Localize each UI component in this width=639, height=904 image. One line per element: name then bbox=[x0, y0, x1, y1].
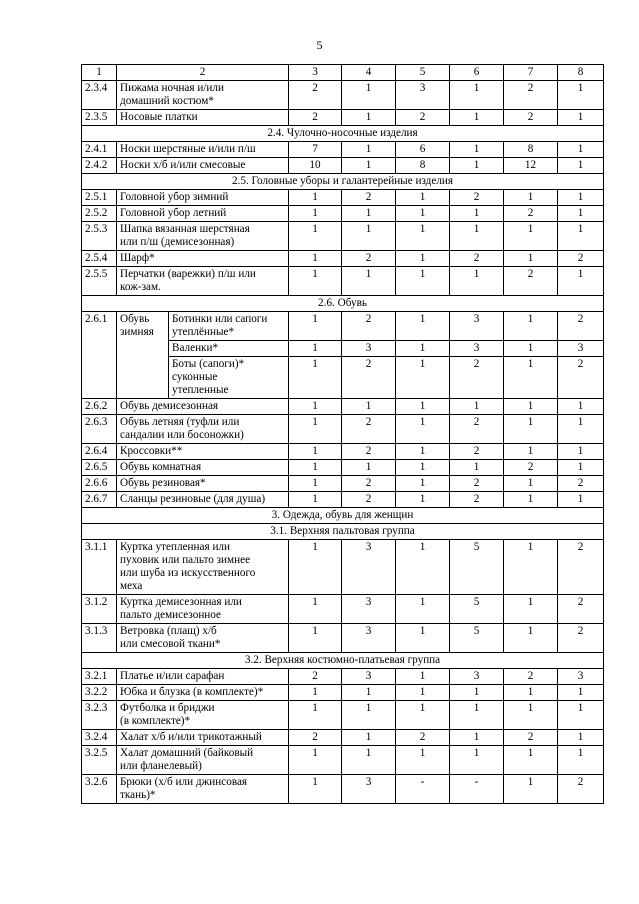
item-number: 3.2.1 bbox=[82, 669, 117, 685]
table-row bbox=[82, 415, 604, 444]
item-number: 2.6.2 bbox=[82, 399, 117, 415]
value-cell: 1 bbox=[396, 685, 450, 701]
value-cell: 1 bbox=[289, 492, 342, 508]
value-cell: - bbox=[450, 775, 504, 804]
value-cell: 1 bbox=[396, 415, 450, 444]
item-name: Ветровка (плащ) х/б или смесовой ткани* bbox=[117, 624, 289, 653]
table-row bbox=[82, 595, 604, 624]
table-row bbox=[82, 267, 604, 296]
item-number: 2.4.1 bbox=[82, 142, 117, 158]
value-cell: 1 bbox=[342, 685, 396, 701]
value-cell: 1 bbox=[342, 701, 396, 730]
value-cell: 1 bbox=[558, 222, 604, 251]
table-row bbox=[82, 685, 604, 701]
value-cell: 2 bbox=[450, 415, 504, 444]
value-cell: 1 bbox=[504, 415, 558, 444]
value-cell: 1 bbox=[450, 206, 504, 222]
value-cell: 2 bbox=[450, 492, 504, 508]
item-number: 2.3.5 bbox=[82, 110, 117, 126]
value-cell: 2 bbox=[342, 251, 396, 267]
value-cell: 2 bbox=[504, 81, 558, 110]
item-number: 3.1.1 bbox=[82, 540, 117, 595]
value-cell: 1 bbox=[396, 267, 450, 296]
value-cell: 3 bbox=[342, 341, 396, 357]
section-heading-row bbox=[82, 524, 604, 540]
value-cell: 2 bbox=[289, 669, 342, 685]
value-cell: 8 bbox=[396, 158, 450, 174]
table-row bbox=[82, 399, 604, 415]
value-cell: 2 bbox=[558, 540, 604, 595]
value-cell: 2 bbox=[289, 110, 342, 126]
value-cell: 1 bbox=[289, 222, 342, 251]
value-cell: 1 bbox=[289, 415, 342, 444]
table-row bbox=[82, 701, 604, 730]
item-number: 2.6.3 bbox=[82, 415, 117, 444]
table-row bbox=[82, 746, 604, 775]
value-cell: 6 bbox=[396, 142, 450, 158]
section-heading-row bbox=[82, 296, 604, 312]
value-cell: 1 bbox=[396, 251, 450, 267]
value-cell: 8 bbox=[504, 142, 558, 158]
value-cell: 1 bbox=[558, 415, 604, 444]
value-cell: 1 bbox=[396, 312, 450, 341]
value-cell: 2 bbox=[342, 476, 396, 492]
item-name: Обувь демисезонная bbox=[117, 399, 289, 415]
value-cell: 2 bbox=[558, 312, 604, 341]
value-cell: 10 bbox=[289, 158, 342, 174]
item-name: Футболка и бриджи (в комплекте)* bbox=[117, 701, 289, 730]
table-row bbox=[82, 444, 604, 460]
value-cell: 1 bbox=[396, 444, 450, 460]
value-cell: 1 bbox=[289, 476, 342, 492]
item-number: 3.1.2 bbox=[82, 595, 117, 624]
value-cell: 1 bbox=[450, 701, 504, 730]
value-cell: 1 bbox=[450, 158, 504, 174]
value-cell: 3 bbox=[450, 669, 504, 685]
value-cell: 1 bbox=[558, 444, 604, 460]
value-cell: 1 bbox=[450, 110, 504, 126]
table-row bbox=[82, 460, 604, 476]
column-number-cell: 5 bbox=[396, 65, 450, 81]
value-cell: 1 bbox=[504, 399, 558, 415]
value-cell: 1 bbox=[396, 492, 450, 508]
value-cell: 5 bbox=[450, 595, 504, 624]
table-row bbox=[82, 142, 604, 158]
value-cell: 1 bbox=[504, 251, 558, 267]
value-cell: 2 bbox=[289, 730, 342, 746]
item-number: 3.1.3 bbox=[82, 624, 117, 653]
item-name: Ботинки или сапоги утеплённые* bbox=[169, 312, 289, 341]
value-cell: 2 bbox=[450, 357, 504, 399]
item-name: Халат х/б и/или трикотажный bbox=[117, 730, 289, 746]
value-cell: 2 bbox=[396, 110, 450, 126]
item-name: Брюки (х/б или джинсовая ткань)* bbox=[117, 775, 289, 804]
value-cell: 1 bbox=[504, 624, 558, 653]
value-cell: 2 bbox=[504, 669, 558, 685]
value-cell: 2 bbox=[504, 460, 558, 476]
item-name: Обувь комнатная bbox=[117, 460, 289, 476]
item-number: 3.2.4 bbox=[82, 730, 117, 746]
value-cell: 2 bbox=[342, 444, 396, 460]
value-cell: 1 bbox=[450, 399, 504, 415]
item-number: 2.6.4 bbox=[82, 444, 117, 460]
value-cell: 1 bbox=[504, 492, 558, 508]
value-cell: 1 bbox=[342, 399, 396, 415]
value-cell: 1 bbox=[504, 444, 558, 460]
value-cell: 1 bbox=[396, 669, 450, 685]
value-cell: 1 bbox=[504, 595, 558, 624]
item-name: Сланцы резиновые (для душа) bbox=[117, 492, 289, 508]
value-cell: 1 bbox=[504, 357, 558, 399]
table-row bbox=[82, 624, 604, 653]
value-cell: 1 bbox=[289, 624, 342, 653]
item-name: Платье и/или сарафан bbox=[117, 669, 289, 685]
value-cell: 1 bbox=[289, 701, 342, 730]
value-cell: 2 bbox=[450, 251, 504, 267]
value-cell: 1 bbox=[558, 206, 604, 222]
value-cell: 1 bbox=[558, 746, 604, 775]
item-number: 2.6.7 bbox=[82, 492, 117, 508]
item-name: Шарф* bbox=[117, 251, 289, 267]
value-cell: 1 bbox=[396, 206, 450, 222]
value-cell: 1 bbox=[289, 399, 342, 415]
value-cell: 2 bbox=[558, 775, 604, 804]
value-cell: 12 bbox=[504, 158, 558, 174]
value-cell: 2 bbox=[504, 267, 558, 296]
value-cell: 3 bbox=[558, 341, 604, 357]
column-number-cell: 3 bbox=[289, 65, 342, 81]
value-cell: 1 bbox=[289, 190, 342, 206]
item-number: 3.2.3 bbox=[82, 701, 117, 730]
value-cell: 1 bbox=[342, 158, 396, 174]
value-cell: 1 bbox=[289, 357, 342, 399]
item-name: Носки шерстяные и/или п/ш bbox=[117, 142, 289, 158]
table-row bbox=[82, 206, 604, 222]
value-cell: 2 bbox=[504, 730, 558, 746]
group-name: Обувь зимняя bbox=[117, 312, 169, 399]
item-name: Перчатки (варежки) п/ш или кож-зам. bbox=[117, 267, 289, 296]
column-number-cell: 8 bbox=[558, 65, 604, 81]
value-cell: 1 bbox=[558, 158, 604, 174]
value-cell: 1 bbox=[450, 222, 504, 251]
value-cell: 1 bbox=[396, 476, 450, 492]
value-cell: 1 bbox=[450, 267, 504, 296]
value-cell: 1 bbox=[289, 341, 342, 357]
value-cell: 1 bbox=[342, 222, 396, 251]
section-heading: 2.4. Чулочно-носочные изделия bbox=[82, 126, 604, 142]
value-cell: 1 bbox=[396, 341, 450, 357]
value-cell: 3 bbox=[342, 624, 396, 653]
value-cell: 1 bbox=[504, 540, 558, 595]
item-number: 2.5.4 bbox=[82, 251, 117, 267]
value-cell: 1 bbox=[558, 701, 604, 730]
item-number: 2.6.1 bbox=[82, 312, 117, 399]
value-cell: 1 bbox=[289, 595, 342, 624]
value-cell: 1 bbox=[558, 492, 604, 508]
value-cell: 1 bbox=[558, 267, 604, 296]
value-cell: 3 bbox=[342, 775, 396, 804]
value-cell: 1 bbox=[450, 81, 504, 110]
value-cell: 1 bbox=[450, 730, 504, 746]
value-cell: 1 bbox=[396, 701, 450, 730]
value-cell: 1 bbox=[289, 540, 342, 595]
value-cell: 3 bbox=[450, 312, 504, 341]
item-name: Головной убор зимний bbox=[117, 190, 289, 206]
value-cell: 1 bbox=[289, 775, 342, 804]
value-cell: 1 bbox=[289, 267, 342, 296]
value-cell: 1 bbox=[342, 730, 396, 746]
section-heading: 3.1. Верхняя пальтовая группа bbox=[82, 524, 604, 540]
value-cell: 1 bbox=[289, 251, 342, 267]
item-name: Пижама ночная и/или домашний костюм* bbox=[117, 81, 289, 110]
value-cell: 2 bbox=[396, 730, 450, 746]
header-row bbox=[82, 65, 604, 81]
value-cell: 1 bbox=[289, 746, 342, 775]
value-cell: 2 bbox=[558, 251, 604, 267]
item-number: 2.6.6 bbox=[82, 476, 117, 492]
section-heading-row bbox=[82, 653, 604, 669]
value-cell: 2 bbox=[504, 206, 558, 222]
value-cell: 3 bbox=[342, 669, 396, 685]
table-row bbox=[82, 81, 604, 110]
value-cell: - bbox=[396, 775, 450, 804]
value-cell: 1 bbox=[504, 701, 558, 730]
value-cell: 1 bbox=[342, 267, 396, 296]
section-heading-row bbox=[82, 174, 604, 190]
value-cell: 2 bbox=[558, 476, 604, 492]
table-row bbox=[82, 222, 604, 251]
norms-table bbox=[81, 64, 604, 804]
value-cell: 1 bbox=[289, 312, 342, 341]
value-cell: 2 bbox=[558, 357, 604, 399]
value-cell: 1 bbox=[504, 190, 558, 206]
item-name: Куртка демисезонная или пальто демисезонное bbox=[117, 595, 289, 624]
value-cell: 5 bbox=[450, 540, 504, 595]
item-name: Халат домашний (байковый или фланелевый) bbox=[117, 746, 289, 775]
item-number: 2.3.4 bbox=[82, 81, 117, 110]
value-cell: 1 bbox=[558, 730, 604, 746]
value-cell: 1 bbox=[342, 460, 396, 476]
value-cell: 1 bbox=[558, 142, 604, 158]
column-number-cell: 2 bbox=[117, 65, 289, 81]
item-name: Кроссовки** bbox=[117, 444, 289, 460]
value-cell: 7 bbox=[289, 142, 342, 158]
value-cell: 1 bbox=[504, 746, 558, 775]
value-cell: 3 bbox=[342, 595, 396, 624]
section-heading: 3. Одежда, обувь для женщин bbox=[82, 508, 604, 524]
table-row bbox=[82, 251, 604, 267]
value-cell: 1 bbox=[450, 685, 504, 701]
item-name: Обувь летняя (туфли или сандалии или босоножки) bbox=[117, 415, 289, 444]
item-name: Шапка вязанная шерстяная или п/ш (демисезонная) bbox=[117, 222, 289, 251]
table-row bbox=[82, 312, 604, 341]
table-row bbox=[82, 492, 604, 508]
item-number: 2.5.2 bbox=[82, 206, 117, 222]
item-name: Головной убор летний bbox=[117, 206, 289, 222]
value-cell: 2 bbox=[504, 110, 558, 126]
item-name: Обувь резиновая* bbox=[117, 476, 289, 492]
value-cell: 1 bbox=[342, 142, 396, 158]
section-heading-row bbox=[82, 126, 604, 142]
value-cell: 1 bbox=[558, 460, 604, 476]
value-cell: 1 bbox=[396, 460, 450, 476]
item-name: Куртка утепленная или пуховик или пальто зимнее или шуба из искусственного меха bbox=[117, 540, 289, 595]
value-cell: 1 bbox=[289, 460, 342, 476]
item-name: Носовые платки bbox=[117, 110, 289, 126]
value-cell: 1 bbox=[342, 110, 396, 126]
value-cell: 2 bbox=[450, 444, 504, 460]
value-cell: 1 bbox=[504, 312, 558, 341]
table-row bbox=[82, 669, 604, 685]
value-cell: 1 bbox=[396, 222, 450, 251]
table-row bbox=[82, 190, 604, 206]
value-cell: 1 bbox=[558, 110, 604, 126]
table-row bbox=[82, 540, 604, 595]
table-row bbox=[82, 158, 604, 174]
item-number: 3.2.6 bbox=[82, 775, 117, 804]
item-name: Боты (сапоги)* суконные утепленные bbox=[169, 357, 289, 399]
value-cell: 1 bbox=[396, 746, 450, 775]
value-cell: 1 bbox=[289, 444, 342, 460]
item-number: 3.2.5 bbox=[82, 746, 117, 775]
value-cell: 1 bbox=[342, 81, 396, 110]
value-cell: 1 bbox=[504, 685, 558, 701]
column-number-cell: 1 bbox=[82, 65, 117, 81]
value-cell: 1 bbox=[396, 624, 450, 653]
value-cell: 1 bbox=[558, 190, 604, 206]
section-heading: 2.6. Обувь bbox=[82, 296, 604, 312]
column-number-cell: 6 bbox=[450, 65, 504, 81]
item-number: 3.2.2 bbox=[82, 685, 117, 701]
column-number-cell: 7 bbox=[504, 65, 558, 81]
value-cell: 1 bbox=[450, 460, 504, 476]
value-cell: 3 bbox=[342, 540, 396, 595]
value-cell: 2 bbox=[289, 81, 342, 110]
item-number: 2.5.5 bbox=[82, 267, 117, 296]
value-cell: 3 bbox=[396, 81, 450, 110]
item-name: Валенки* bbox=[169, 341, 289, 357]
value-cell: 2 bbox=[558, 624, 604, 653]
value-cell: 2 bbox=[342, 492, 396, 508]
value-cell: 2 bbox=[450, 476, 504, 492]
column-number-cell: 4 bbox=[342, 65, 396, 81]
value-cell: 1 bbox=[396, 595, 450, 624]
value-cell: 1 bbox=[342, 206, 396, 222]
table-row bbox=[82, 775, 604, 804]
value-cell: 1 bbox=[558, 81, 604, 110]
value-cell: 2 bbox=[342, 415, 396, 444]
value-cell: 1 bbox=[504, 222, 558, 251]
value-cell: 5 bbox=[450, 624, 504, 653]
page-number: 5 bbox=[316, 38, 323, 52]
item-name: Юбка и блузка (в комплекте)* bbox=[117, 685, 289, 701]
value-cell: 1 bbox=[396, 540, 450, 595]
value-cell: 2 bbox=[342, 312, 396, 341]
item-name: Носки х/б и/или смесовые bbox=[117, 158, 289, 174]
section-heading-row bbox=[82, 508, 604, 524]
value-cell: 1 bbox=[396, 190, 450, 206]
value-cell: 2 bbox=[342, 357, 396, 399]
value-cell: 1 bbox=[450, 746, 504, 775]
item-number: 2.5.3 bbox=[82, 222, 117, 251]
value-cell: 1 bbox=[396, 357, 450, 399]
section-heading: 3.2. Верхняя костюмно-платьевая группа bbox=[82, 653, 604, 669]
value-cell: 1 bbox=[342, 746, 396, 775]
value-cell: 1 bbox=[450, 142, 504, 158]
item-number: 2.4.2 bbox=[82, 158, 117, 174]
value-cell: 3 bbox=[450, 341, 504, 357]
value-cell: 1 bbox=[289, 206, 342, 222]
value-cell: 1 bbox=[396, 399, 450, 415]
table-row bbox=[82, 110, 604, 126]
value-cell: 1 bbox=[504, 775, 558, 804]
value-cell: 3 bbox=[558, 669, 604, 685]
section-heading: 2.5. Головные уборы и галантерейные изделия bbox=[82, 174, 604, 190]
table-row bbox=[82, 476, 604, 492]
item-number: 2.6.5 bbox=[82, 460, 117, 476]
value-cell: 1 bbox=[289, 685, 342, 701]
item-number: 2.5.1 bbox=[82, 190, 117, 206]
value-cell: 1 bbox=[558, 399, 604, 415]
value-cell: 1 bbox=[504, 341, 558, 357]
value-cell: 2 bbox=[342, 190, 396, 206]
value-cell: 1 bbox=[558, 685, 604, 701]
value-cell: 1 bbox=[504, 476, 558, 492]
value-cell: 2 bbox=[558, 595, 604, 624]
value-cell: 2 bbox=[450, 190, 504, 206]
table-row bbox=[82, 730, 604, 746]
